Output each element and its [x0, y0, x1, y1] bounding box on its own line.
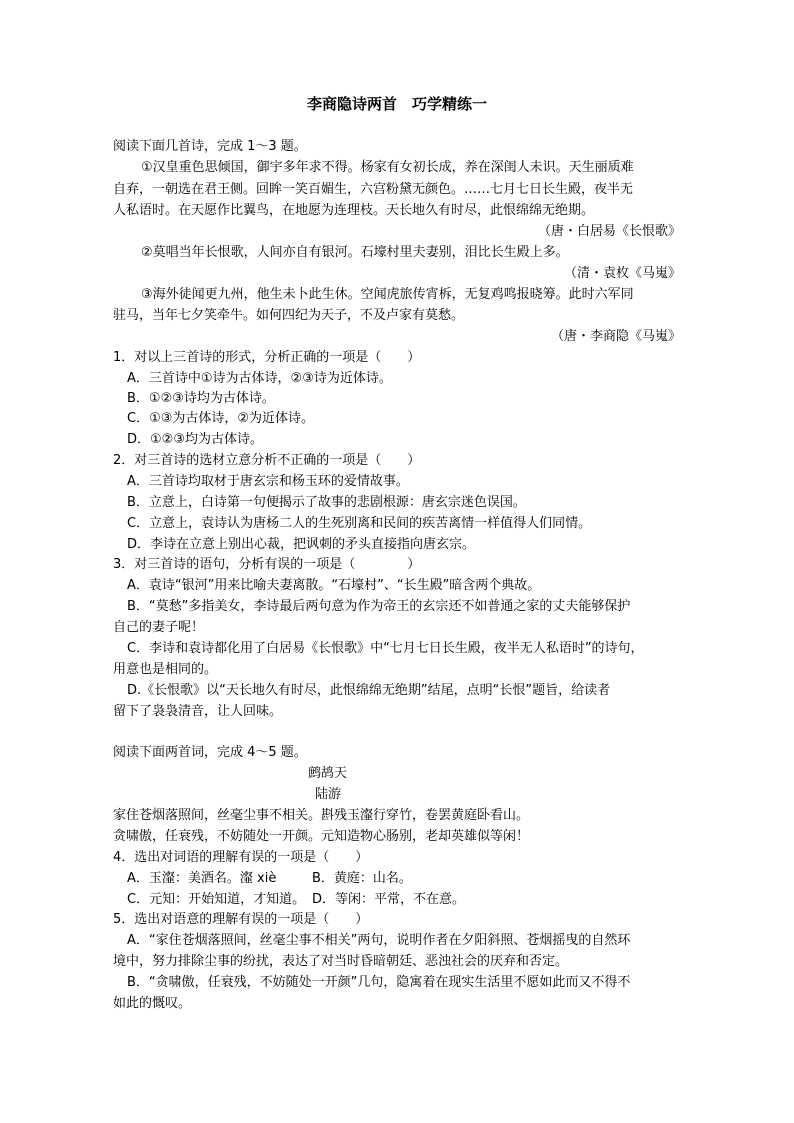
ci-author: 陆游: [315, 787, 342, 802]
poem1-source: （唐・白居易《长恨歌》: [537, 224, 681, 239]
page-title: 李商隐诗两首 巧学精练一: [306, 95, 487, 113]
poem3-line-2: 驻马，当年七夕笑牵牛。如何四纪为天子，不及卢家有莫愁。: [113, 308, 465, 323]
poem1-line-2: 自弃，一朝选在君王侧。回眸一笑百媚生，六宫粉黛无颜色。……七月七日长生殿，夜半无: [113, 182, 634, 197]
q5-option-a-line-2: 境中，努力排除尘事的纷扰，表达了对当时昏暗朝廷、恶浊社会的厌弃和否定。: [113, 954, 569, 969]
q4-option-a: A．玉瀣：美酒名。瀣 xiè: [127, 871, 277, 886]
poem2-source: （清・袁枚《马嵬》: [563, 266, 681, 281]
part1-intro: 阅读下面几首诗，完成 1～3 题。: [113, 139, 307, 154]
q4-options-row-1: [127, 870, 697, 888]
q4-options-row-2: [127, 891, 697, 909]
ci-line-2: 贪啸傲，任衰残，不妨随处一开颜。元知造物心肠别，老却英雄似等闲！: [113, 829, 530, 844]
question-5-stem: 5．选出对语意的理解有误的一项是（ ）: [113, 912, 369, 927]
poem3-line-1: ③海外徒闻更九州，他生未卜此生休。空闻虎旅传宵柝，无复鸡鸣报晓筹。此时六军同: [141, 287, 634, 302]
q1-option-c: C．①③为古体诗，②为近体诗。: [127, 411, 315, 426]
part2-intro: 阅读下面两首词，完成 4～5 题。: [113, 745, 307, 760]
q5-option-b-line-2: 如此的慨叹。: [113, 996, 192, 1011]
q4-option-d: D．等闲：平常，不在意。: [312, 892, 466, 907]
poem2-line: ②莫唱当年长恨歌，人间亦自有银河。石壕村里夫妻别，泪比长生殿上多。: [141, 245, 569, 260]
q5-option-b-line-1: B．“贪啸傲，任衰残，不妨随处一开颜”几句，隐寓着在现实生活里不愿如此而又不得不: [127, 975, 631, 990]
ci-line-1: 家住苍烟落照间，丝毫尘事不相关。斟残玉瀣行穿竹，卷罢黄庭卧看山。: [113, 808, 530, 823]
question-4-stem: 4．选出对词语的理解有误的一项是（ ）: [113, 850, 369, 865]
question-2-stem: 2．对三首诗的选材立意分析不正确的一项是（ ）: [113, 453, 421, 468]
q1-option-b: B．①②③诗均为古体诗。: [127, 391, 275, 406]
q3-option-b-line-2: 自己的妻子呢！: [113, 620, 205, 635]
q1-option-d: D．①②③均为古体诗。: [127, 432, 263, 447]
q3-option-c-line-1: C．李诗和袁诗都化用了白居易《长恨歌》中“七月七日长生殿，夜半无人私语时”的诗句，: [127, 641, 644, 656]
q3-option-d-line-2: 留下了袅袅清音，让人回味。: [113, 704, 283, 719]
q2-option-c: C．立意上，袁诗认为唐杨二人的生死别离和民间的疾苦离情一样值得人们同情。: [127, 516, 592, 531]
q1-option-a: A．三首诗中①诗为古体诗，②③诗为近体诗。: [127, 371, 392, 386]
poem3-source: （唐・李商隐《马嵬》: [550, 329, 681, 344]
q2-option-d: D．李诗在立意上别出心裁，把讽刺的矛头直接指向唐玄宗。: [127, 537, 476, 552]
poem1-line-3: 人私语时。在天愿作比翼鸟，在地愿为连理枝。天长地久有时尽，此恨绵绵无绝期。: [113, 203, 595, 218]
q3-option-d-line-1: D.《长恨歌》以“天长地久有时尽，此恨绵绵无绝期”结尾，点明“长恨”题旨，给读者: [127, 683, 611, 698]
q3-option-a: A．袁诗“银河”用来比喻夫妻离散。“石壕村”、“长生殿”暗含两个典故。: [127, 578, 541, 593]
q4-option-c: C．元知：开始知道，才知道。: [127, 892, 306, 907]
q3-option-c-line-2: 用意也是相同的。: [113, 662, 218, 677]
ci-title: 鹧鸪天: [308, 766, 348, 781]
q4-option-b: B．黄庭：山名。: [312, 871, 412, 886]
q2-option-a: A．三首诗均取材于唐玄宗和杨玉环的爱情故事。: [127, 474, 409, 489]
q3-option-b-line-1: B．“莫愁”多指美女，李诗最后两句意为作为帝王的玄宗还不如普通之家的丈夫能够保护: [127, 599, 631, 614]
question-1-stem: 1．对以上三首诗的形式，分析正确的一项是（ ）: [113, 350, 421, 365]
poem1-line-1: ①汉皇重色思倾国，御宇多年求不得。杨家有女初长成，养在深闺人未识。天生丽质难: [141, 160, 634, 175]
question-3-stem: 3．对三首诗的语句，分析有误的一项是（ ）: [113, 557, 421, 572]
q5-option-a-line-1: A．“家住苍烟落照间，丝毫尘事不相关”两句，说明作者在夕阳斜照、苍烟摇曳的自然环: [127, 933, 631, 948]
q2-option-b: B．立意上，白诗第一句便揭示了故事的悲剧根源：唐玄宗迷色误国。: [127, 495, 526, 510]
